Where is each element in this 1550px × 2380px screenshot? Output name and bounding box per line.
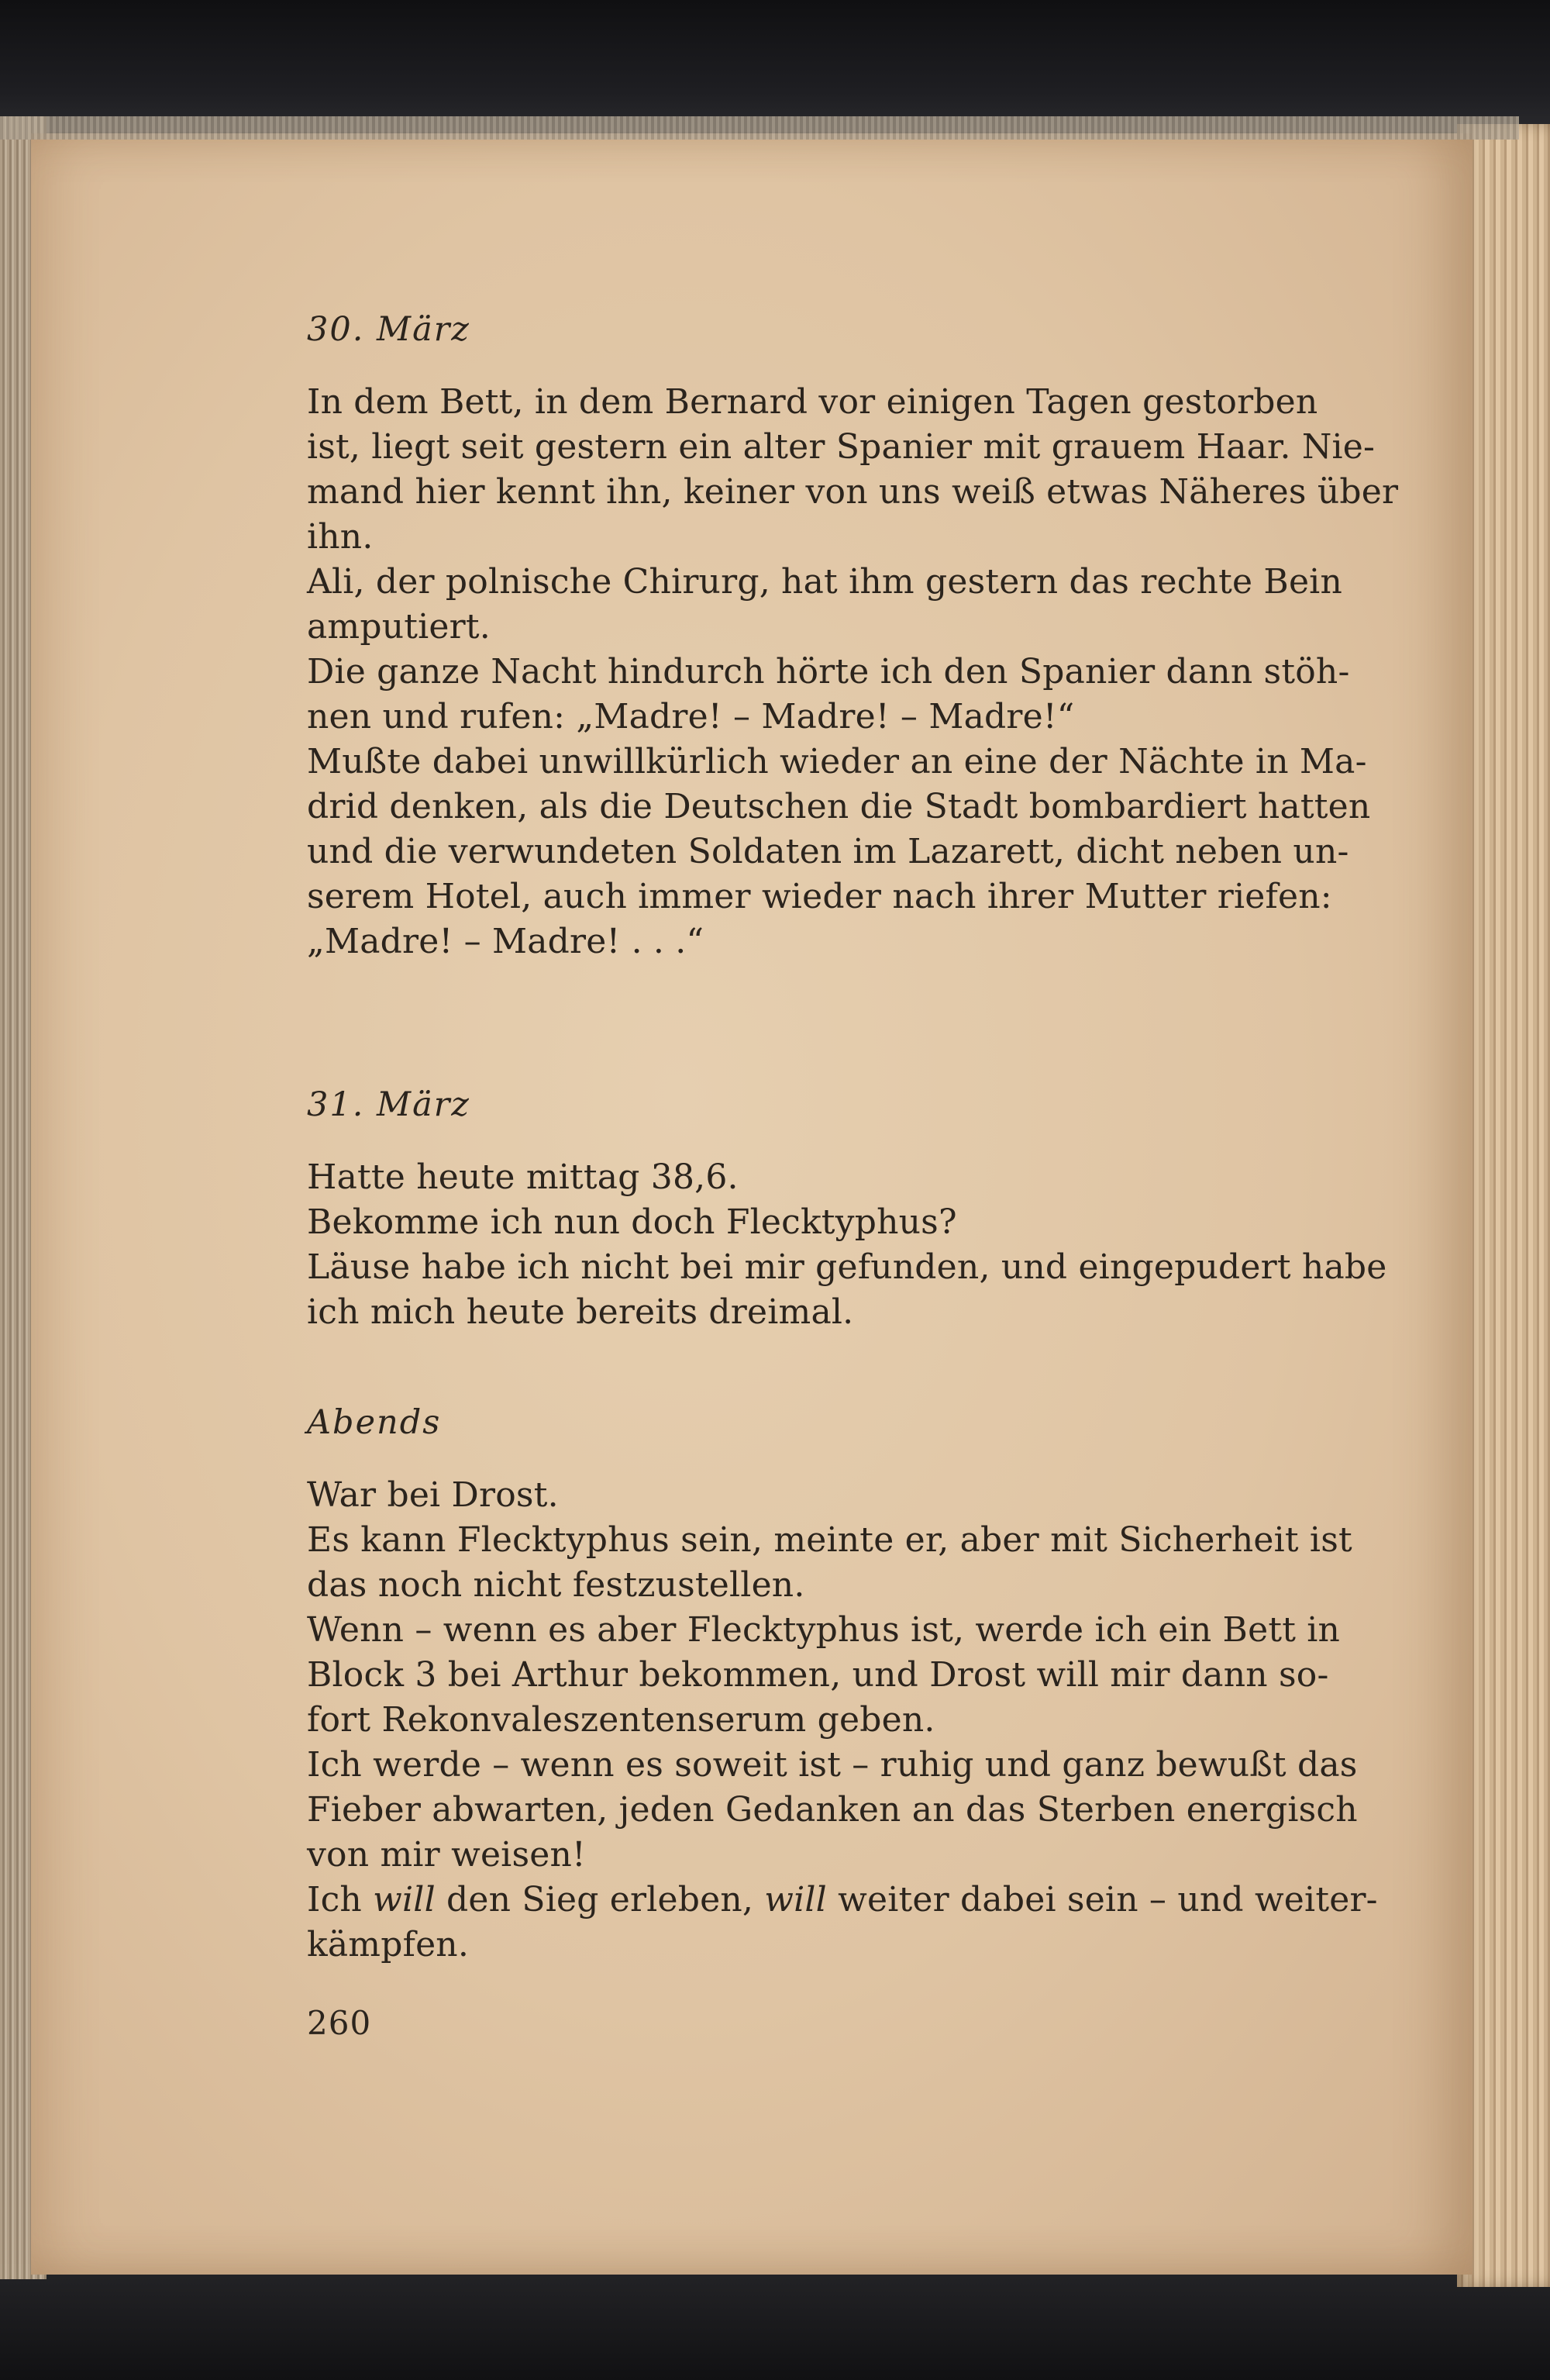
text-line: In dem Bett, in dem Bernard vor einigen Tagen gestorben [307, 382, 1318, 422]
background-bottom [0, 2264, 1550, 2380]
text-line: amputiert. [307, 607, 491, 647]
text-line: Mußte dabei unwillkürlich wieder an eine der Nächte in Ma- [307, 742, 1367, 781]
text-line: ihn. [307, 517, 374, 557]
text-line: Die ganze Nacht hindurch hörte ich den Spanier dann stöh- [307, 652, 1350, 692]
text-line: von mir weisen! [307, 1835, 586, 1875]
entry-heading-abends: Abends [307, 1403, 442, 1442]
background-top [0, 0, 1550, 132]
text-line: das noch nicht festzustellen. [307, 1565, 805, 1605]
entry-text-march-31 [307, 1155, 1387, 1335]
text-fragment: Ich [307, 1880, 374, 1920]
entry-heading-march-31: 31. März [307, 1085, 470, 1124]
text-line: und die verwundeten Soldaten im Lazarett, dicht neben un- [307, 832, 1349, 871]
text-line: Ali, der polnische Chirurg, hat ihm gestern das rechte Bein [307, 562, 1342, 602]
text-line: War bei Drost. [307, 1475, 559, 1515]
entry-heading-march-30: 30. März [307, 310, 470, 349]
text-line: mand hier kennt ihn, keiner von uns weiß etwas Näheres über [307, 472, 1399, 512]
text-line: ist, liegt seit gestern ein alter Spanier mit grauem Haar. Nie- [307, 427, 1376, 467]
text-line: Fieber abwarten, jeden Gedanken an das Sterben energisch [307, 1790, 1358, 1830]
emphasis-will: will [764, 1880, 827, 1920]
text-line: Wenn – wenn es aber Flecktyphus ist, werde ich ein Bett in [307, 1610, 1341, 1650]
text-line: fort Rekonvaleszentenserum geben. [307, 1700, 935, 1740]
text-line: Bekomme ich nun doch Flecktyphus? [307, 1202, 957, 1242]
text-line: drid denken, als die Deutschen die Stadt bombardiert hatten [307, 787, 1371, 826]
text-line: kämpfen. [307, 1925, 470, 1964]
text-line: Hatte heute mittag 38,6. [307, 1157, 739, 1197]
text-line: Es kann Flecktyphus sein, meinte er, aber mit Sicherheit ist [307, 1520, 1352, 1560]
binding-edge [0, 116, 1519, 140]
text-line: Block 3 bei Arthur bekommen, und Drost will mir dann so- [307, 1655, 1329, 1695]
text-line: nen und rufen: „Madre! – Madre! – Madre!“ [307, 697, 1075, 736]
text-fragment: weiter dabei sein – und weiter- [826, 1880, 1378, 1920]
entry-text-abends [307, 1473, 1378, 1968]
text-line-emphasis [307, 1878, 1378, 1923]
page-number: 260 [307, 2004, 372, 2042]
text-line: „Madre! – Madre! . . .“ [307, 922, 704, 961]
entry-text-march-30 [307, 380, 1399, 964]
text-line: serem Hotel, auch immer wieder nach ihrer Mutter riefen: [307, 877, 1332, 916]
text-line: Läuse habe ich nicht bei mir gefunden, und eingepudert habe [307, 1247, 1387, 1287]
emphasis-will: will [373, 1880, 436, 1920]
text-line: Ich werde – wenn es soweit ist – ruhig und ganz bewußt das [307, 1745, 1358, 1785]
text-line: ich mich heute bereits dreimal. [307, 1292, 854, 1332]
text-fragment: den Sieg erleben, [435, 1880, 765, 1920]
